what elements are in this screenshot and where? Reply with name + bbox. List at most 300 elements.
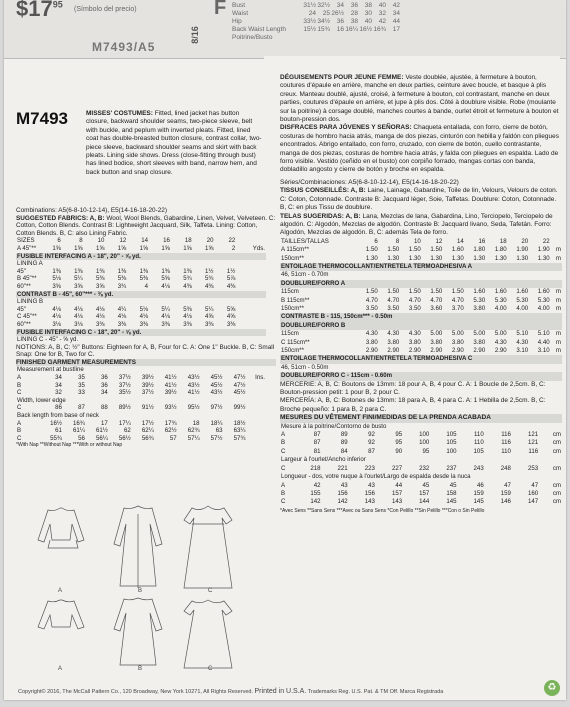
- row-label: 60"**: [17, 320, 31, 328]
- row-label: 45": [17, 305, 26, 313]
- cell-value: 93½: [164, 404, 177, 412]
- cell-value: 39½: [141, 381, 154, 389]
- cell-value: 18: [184, 237, 192, 245]
- finished-head: FINISHED GARMENT MEASUREMENTS: [16, 359, 276, 367]
- cell-value: 1⅜: [52, 267, 61, 275]
- garment-sketches: [18, 500, 266, 678]
- cell-value: 1.30: [516, 254, 529, 262]
- cell-value: 4.70: [365, 296, 378, 304]
- cell-value: 4⅝: [226, 313, 236, 321]
- cell-value: 5⅜: [183, 305, 192, 313]
- row-label: A: [17, 419, 22, 427]
- cell-value: 1.50: [451, 288, 464, 296]
- cell-value: m: [555, 254, 561, 262]
- cell-value: 121: [527, 431, 539, 439]
- cell-value: 88: [101, 404, 108, 412]
- tissus: [280, 187, 562, 212]
- recycle-icon: ♻: [544, 680, 560, 696]
- cell-value: 3⅜: [183, 320, 192, 328]
- cell-value: 1⅝: [161, 244, 170, 252]
- cell-value: 110: [474, 439, 484, 447]
- measure-value: 40: [378, 2, 386, 9]
- cell-value: 1.30: [365, 254, 378, 262]
- table-row: [280, 305, 562, 313]
- cell-value: 17½: [141, 419, 154, 427]
- sketch-label: C: [208, 666, 213, 672]
- cell-value: 4.00: [516, 304, 529, 312]
- row-label: 115cm: [281, 288, 299, 296]
- cell-value: 156: [337, 489, 348, 497]
- cell-value: 142: [337, 498, 348, 506]
- pattern-number-faded: M7493/A5: [92, 40, 156, 54]
- cell-value: 10: [97, 237, 105, 245]
- cell-value: 4⅛: [95, 305, 105, 313]
- cell-value: 1⅝: [95, 244, 105, 252]
- cell-value: 61: [55, 427, 62, 435]
- cell-value: 42: [313, 481, 321, 489]
- cell-value: 43: [368, 481, 375, 489]
- cell-value: 62¼: [141, 427, 154, 435]
- cell-value: 3.80: [473, 338, 486, 346]
- cell-value: 145: [446, 498, 457, 506]
- cell-value: 5⅜: [95, 275, 105, 283]
- cell-value: 5.30: [473, 296, 486, 304]
- cell-value: cm: [552, 431, 561, 439]
- cell-value: [236, 313, 266, 321]
- cell-value: 34: [55, 374, 62, 382]
- table-row: [280, 364, 562, 372]
- cell-value: 5⅝: [226, 305, 236, 313]
- cell-value: 16¾: [73, 419, 85, 427]
- size-letter: F: [214, 0, 227, 19]
- cell-value: 81: [313, 447, 321, 455]
- sketch-back-views: [38, 598, 232, 668]
- cell-value: 5⅜: [139, 275, 149, 283]
- cell-value: 4.30: [494, 338, 507, 346]
- cell-value: m: [555, 296, 561, 304]
- cell-value: 63¼: [233, 427, 246, 435]
- table-row: [280, 498, 562, 506]
- cell-value: 6: [57, 237, 61, 245]
- table-row: [280, 355, 562, 363]
- cell-value: 43½: [210, 389, 223, 397]
- cell-value: 4⅛: [52, 305, 61, 313]
- table-row: [280, 322, 562, 330]
- measure-value: 33½: [303, 18, 316, 25]
- title-es: DISFRACES PARA JÓVENES Y SEÑORAS:: [280, 124, 412, 132]
- cell-value: 3⅜: [139, 320, 149, 328]
- cell-value: 4⅛: [95, 313, 105, 321]
- cell-value: 41½: [164, 374, 177, 382]
- pattern-code: M7493: [16, 109, 68, 128]
- table-row: [16, 382, 266, 390]
- cell-value: m: [555, 338, 561, 346]
- row-label: B 45"**: [17, 275, 37, 283]
- cell-value: 3⅛: [74, 320, 83, 328]
- cell-value: 5.00: [451, 330, 464, 338]
- yardage-table: [16, 237, 266, 343]
- row-label: C: [17, 389, 22, 397]
- cell-value: 1⅜: [183, 267, 192, 275]
- cell-value: 1.30: [387, 254, 400, 262]
- row-label: B 115cm**: [281, 296, 310, 304]
- measure-value: 38: [364, 2, 372, 9]
- table-row: [280, 255, 562, 263]
- cell-value: 3.50: [365, 304, 378, 312]
- cell-value: 87: [313, 439, 321, 447]
- cell-value: 36: [101, 374, 108, 382]
- merceria: MERCERÍA: A, B, C: Botones de 13mm: 18 para A, B, 4 para C. A: 1 Hebilla de 2,5cm. B, C: Broche pequeño: 1 para B, 2 para C.: [280, 397, 546, 413]
- cell-value: 105: [446, 439, 457, 447]
- cell-value: cm: [552, 447, 561, 455]
- cell-value: cm: [552, 464, 561, 472]
- row-label: B: [17, 381, 22, 389]
- cell-value: 56½: [118, 434, 131, 442]
- mesures-head: MESURES DU VÊTEMENT FINI/MEDIDAS DE LA PRENDA ACABADA: [280, 414, 562, 422]
- tissus-head: TISSUS CONSEILLÉS: A, B:: [280, 187, 366, 195]
- cell-value: [236, 283, 266, 291]
- cell-value: 3⅝: [52, 282, 61, 290]
- cell-value: 1.50: [430, 288, 443, 296]
- row-label: A: [281, 481, 286, 489]
- price: $\$17^{95}$: [16, 0, 63, 21]
- cell-value: 41½: [164, 381, 177, 389]
- table-row: [280, 339, 562, 347]
- cell-value: 4.70: [408, 296, 421, 304]
- cell-value: 87: [78, 404, 85, 412]
- table-row: [280, 238, 562, 246]
- cell-value: 5⅝: [161, 275, 170, 283]
- cell-value: 14: [141, 237, 149, 245]
- footer: [18, 688, 558, 695]
- tissus-body: Laine, Lainage, Gabardine, Toile de lin, Velours, Velours de coton. C: Coton, Cotonnade. Contraste B: Jacquard léger, Soie, Taffetas. Doublure: Coton, Cotonnade. B, C: en plus Tissu de doublure.: [280, 187, 558, 212]
- fabrics-body: Wool, Wool Blends, Gabardine, Linen, Velvet, Velveteen. C: Cotton, Cotton Blends. Contrast B: Lightweight Jacquard, Silk, Taffeta. Lining: Cotton, Cotton Blends. B, C: also Lining Fabric.: [16, 214, 276, 237]
- cell-value: [236, 306, 266, 314]
- table-row: [16, 283, 266, 291]
- cell-value: 1.50: [408, 288, 421, 296]
- row-label: B: [281, 439, 286, 447]
- cell-value: 4⅜: [205, 282, 214, 290]
- body-es: Chaqueta entallada, con forro, cierre de botón, costuras de hombro hacia atrás, manga de dos piezas, cinturón con hebilla y faldón con pliegues encontrados. Abrigo entallado, con forro, cruzado, con cierre de botón, cuello contrastante, manga de dos piezas, costuras de hombre hacia atrás, y falda con pliegues en espalda. Lado de forro visible. Vestido (ceñido en el busto) con corpiño forrado, mangas cortas con banda, dobladillo angosto y cierre de botón y broche en espalda.: [280, 124, 559, 174]
- cell-value: 22: [542, 237, 550, 245]
- measure-value: 32½: [317, 2, 330, 9]
- cell-value: 160: [527, 489, 539, 497]
- table-row: [280, 439, 562, 447]
- cell-value: 105: [473, 447, 484, 455]
- cell-value: 47½: [233, 374, 246, 382]
- row-label: 115cm: [281, 330, 299, 338]
- body-measurement-table: [232, 2, 400, 42]
- cell-value: 47: [531, 481, 539, 489]
- row-label: Back length from base of neck: [17, 412, 99, 420]
- row-label: C: [17, 404, 22, 412]
- cell-value: 146: [500, 498, 511, 506]
- cell-value: 6: [374, 237, 378, 245]
- cell-value: 14: [456, 237, 464, 245]
- cell-value: 5⅜: [117, 275, 127, 283]
- row-label: 150cm**: [281, 347, 305, 354]
- cell-value: 227: [391, 464, 403, 472]
- cell-value: 61½: [95, 427, 108, 435]
- cell-value: 37½: [141, 389, 154, 397]
- table-row: [16, 268, 266, 276]
- cell-value: [236, 275, 266, 283]
- cell-value: 89: [340, 431, 348, 439]
- cell-value: 3.50: [408, 304, 421, 312]
- cell-value: 2: [231, 244, 236, 252]
- cell-value: 89½: [118, 404, 131, 412]
- table-row: [280, 263, 562, 271]
- measure-row: [232, 10, 400, 18]
- cell-value: 3⅜: [161, 320, 170, 328]
- sketch-c-dress-front: [184, 506, 232, 588]
- cell-value: 1.60: [537, 288, 550, 296]
- cell-value: 90: [395, 447, 403, 455]
- cell-value: 92: [368, 431, 375, 439]
- underlying-envelope: [4, 0, 566, 59]
- row-label: LINING A: [17, 260, 43, 268]
- row-label: C 115cm**: [281, 338, 310, 346]
- sketch-label: B: [138, 588, 143, 594]
- cell-value: 3¾: [117, 282, 127, 290]
- sketch-label: A: [58, 666, 63, 672]
- cell-value: 3⅜: [226, 320, 236, 328]
- cell-value: 1⅝: [205, 244, 214, 252]
- table-row: [280, 482, 562, 490]
- row-label: 150cm**: [281, 254, 305, 262]
- cell-value: 1⅜: [74, 267, 83, 275]
- cell-value: 62: [123, 427, 131, 435]
- cell-value: Ins.: [255, 374, 265, 382]
- row-label: 46, 51cm - 0.50m: [281, 363, 329, 371]
- sketch-b-coat-front: [114, 506, 162, 588]
- row-label: A: [281, 431, 286, 439]
- cell-value: 4⅛: [161, 313, 170, 321]
- cell-value: 1⅝: [183, 244, 192, 252]
- cell-value: m: [555, 330, 561, 338]
- cell-value: 32: [55, 389, 62, 397]
- cell-value: 1.90: [537, 246, 550, 254]
- cell-value: 4⅛: [183, 313, 192, 321]
- cell-value: 5¼: [161, 305, 170, 313]
- cell-value: 144: [419, 498, 430, 506]
- desc-body: Fitted, lined jacket has button closure, backward shoulder seams, two-piece sleeve, belt with buckle, and peplum with inverted pleats. Fitted, lined coat has double-breasted button closure, contrast collar, two-piece sleeve, backward shoulder seams and skirt with back pleats. Lining side shows. Dress (close-fitting through bust) has lined bodice, short sleeves with band, narrow hem, and back button and snap closure.: [86, 110, 262, 176]
- cell-value: [246, 420, 266, 428]
- measure-value: 34: [392, 10, 400, 17]
- cell-value: 35: [78, 374, 85, 382]
- cell-value: 89: [340, 439, 348, 447]
- cell-value: 16: [163, 237, 170, 245]
- cell-value: 1.60: [451, 246, 464, 254]
- cell-value: cm: [552, 489, 561, 497]
- cell-value: 5.30: [537, 296, 550, 304]
- measure-row: [232, 2, 400, 10]
- poitrine-label: Poitrine/Busto: [232, 34, 273, 41]
- yardage-spec: [16, 207, 276, 450]
- cell-value: 143: [391, 498, 403, 506]
- table-row: [280, 456, 562, 464]
- cell-value: 143: [364, 498, 375, 506]
- measure-value: 25: [322, 10, 330, 17]
- cell-value: 3.80: [473, 304, 486, 312]
- body-fr: Veste doublée, ajustée, à fermeture à bouton, coutures d'épaule en arrière, manche en deux parties, ceinture avec boucle, et basque à plis creux. Manteau doublé, ajusté, croisé, à fermeture à bouton, col contrastant, manche en deux parties, coutures d'épaule en arrière, et jupe à plis dos. Côté à doublure visible. Robe (moulante sur la poitrine) à corsage doublé, manches courtes à bande, ourlet étroit et fermeture à bouton et bouton-pression dos.: [280, 74, 559, 124]
- fabrics-head: SUGGESTED FABRICS: A, B:: [16, 214, 105, 222]
- cell-value: [246, 427, 266, 435]
- cell-value: 1⅜: [161, 267, 170, 275]
- cell-value: 45: [422, 481, 430, 489]
- cell-value: 97½: [210, 404, 223, 412]
- cell-value: 16½: [50, 419, 62, 427]
- cell-value: m: [555, 288, 561, 296]
- row-label: B: [281, 489, 286, 497]
- cell-value: 4.30: [387, 330, 400, 338]
- cell-value: 1⅜: [139, 267, 149, 275]
- description-en: [86, 110, 262, 177]
- cell-value: 5.00: [473, 330, 486, 338]
- measure-value: 34: [336, 2, 344, 9]
- cell-value: 45: [449, 481, 457, 489]
- cell-value: 37½: [118, 381, 131, 389]
- cell-value: 243: [473, 464, 484, 472]
- cell-value: 34: [101, 389, 108, 397]
- cell-value: 1.30: [451, 254, 464, 262]
- cell-value: 2.90: [494, 347, 507, 354]
- row-label: Mesure à la poitrine/Contorno de busto: [281, 422, 387, 430]
- measure-value: 26½: [331, 10, 344, 17]
- cell-value: [246, 435, 266, 443]
- size-range-vertical: 8/16: [189, 26, 200, 44]
- cell-value: 17¾: [164, 419, 177, 427]
- sketch-a-jacket-front: [38, 508, 84, 548]
- sketch-label: C: [208, 588, 213, 594]
- desc-es: [280, 124, 562, 174]
- table-row: [280, 372, 562, 380]
- cell-value: 116: [501, 439, 511, 447]
- cell-value: 87: [313, 431, 321, 439]
- cell-value: 1⅝: [52, 244, 61, 252]
- cell-value: 4.00: [494, 304, 507, 312]
- cell-value: 1.30: [408, 254, 421, 262]
- cell-value: 2.90: [473, 347, 486, 354]
- cell-value: 39½: [164, 389, 177, 397]
- measure-value: 44: [392, 18, 400, 25]
- cell-value: 20: [521, 237, 529, 245]
- cell-value: 22: [228, 237, 236, 245]
- measure-value: 36: [350, 2, 358, 9]
- cell-value: 95½: [187, 404, 200, 412]
- measure-value: 17: [392, 26, 400, 33]
- cell-value: 95: [395, 431, 403, 439]
- measure-value: 40: [364, 18, 372, 25]
- table-row: [16, 237, 266, 245]
- cell-value: 35½: [118, 389, 131, 397]
- cell-value: 5⅛: [52, 275, 61, 283]
- measure-value: 28: [350, 10, 358, 17]
- row-label: LINING C - 45" - ⅝ yd.: [17, 336, 79, 344]
- cell-value: 3⅝: [74, 282, 83, 290]
- cell-value: 4⅛: [74, 305, 83, 313]
- row-label: CONTRAST B - 45", 60"*** - ⅜ yd.: [16, 291, 266, 299]
- table-row: [280, 280, 562, 288]
- cell-value: 35: [78, 381, 85, 389]
- row-label: A 115cm**: [281, 246, 310, 254]
- measure-value: 16¼: [345, 26, 358, 33]
- cell-value: 100: [419, 439, 430, 447]
- cell-value: 1⅝: [139, 244, 149, 252]
- measure-value: 16¾: [373, 26, 386, 33]
- cell-value: 218: [310, 464, 321, 472]
- table-row: [280, 490, 562, 498]
- cell-value: 1.50: [430, 246, 443, 254]
- cell-value: 1.80: [494, 246, 507, 254]
- cell-value: 1⅜: [95, 267, 105, 275]
- cell-value: 116: [528, 447, 539, 455]
- table-row: [16, 374, 266, 382]
- cell-value: 158: [446, 489, 457, 497]
- cell-value: 100: [419, 431, 430, 439]
- table-row: [280, 288, 562, 296]
- cell-value: 43: [340, 481, 348, 489]
- table-row: [280, 431, 562, 439]
- cell-value: [236, 268, 266, 276]
- cell-value: 4⅜: [226, 282, 236, 290]
- cell-value: 3.10: [537, 347, 550, 354]
- cell-value: 1½: [226, 267, 236, 275]
- cell-value: 2.90: [387, 347, 400, 354]
- cell-value: 44: [395, 481, 403, 489]
- nap-note-fr-es: *Avec Sens **Sans Sens ***Avec ou Sans Sens *Con Pelillo **Sin Pelillo ***Con o Sin Pelillo: [280, 507, 485, 514]
- cell-value: 100: [446, 447, 457, 455]
- cell-value: 57½: [210, 434, 223, 442]
- table-row: [16, 366, 266, 374]
- paper-edge: [264, 56, 560, 66]
- cell-value: 3.10: [516, 347, 529, 354]
- table-row: [16, 245, 266, 253]
- table-row: [16, 260, 266, 268]
- cell-value: 4⅛: [74, 313, 83, 321]
- row-label: FUSIBLE INTERFACING A - 18", 20" - ⅝ yd.: [16, 253, 266, 261]
- cell-value: 62½: [164, 427, 177, 435]
- cell-value: 5⅛: [139, 305, 149, 313]
- table-row: [280, 465, 562, 473]
- row-label: A 45"**: [17, 244, 37, 252]
- row-label: C: [281, 464, 286, 472]
- cell-value: 18: [499, 237, 507, 245]
- cell-value: 61¼: [73, 427, 85, 435]
- cell-value: 46: [476, 481, 484, 489]
- cell-value: 5.00: [494, 330, 507, 338]
- row-label: LINING B: [17, 298, 44, 306]
- cell-value: 4.30: [408, 330, 421, 338]
- row-label: CONTRASTE B - 115, 150cm*** - 0.50m: [280, 313, 562, 321]
- cell-value: m: [555, 304, 561, 312]
- cell-value: 45½: [210, 381, 223, 389]
- measure-value: 34½: [317, 18, 330, 25]
- cell-value: 16: [478, 237, 486, 245]
- measure-value: 24: [308, 10, 316, 17]
- table-row: [16, 435, 266, 443]
- cell-value: 4.70: [430, 296, 443, 304]
- cell-value: 3.80: [430, 338, 443, 346]
- table-row: [16, 291, 266, 299]
- cell-value: 4.40: [537, 338, 550, 346]
- cell-value: 17: [101, 419, 108, 427]
- cell-value: 99½: [233, 404, 246, 412]
- cell-value: 86: [55, 404, 62, 412]
- cell-value: 147: [527, 498, 539, 506]
- table-row: [16, 389, 266, 397]
- cell-value: 221: [337, 464, 348, 472]
